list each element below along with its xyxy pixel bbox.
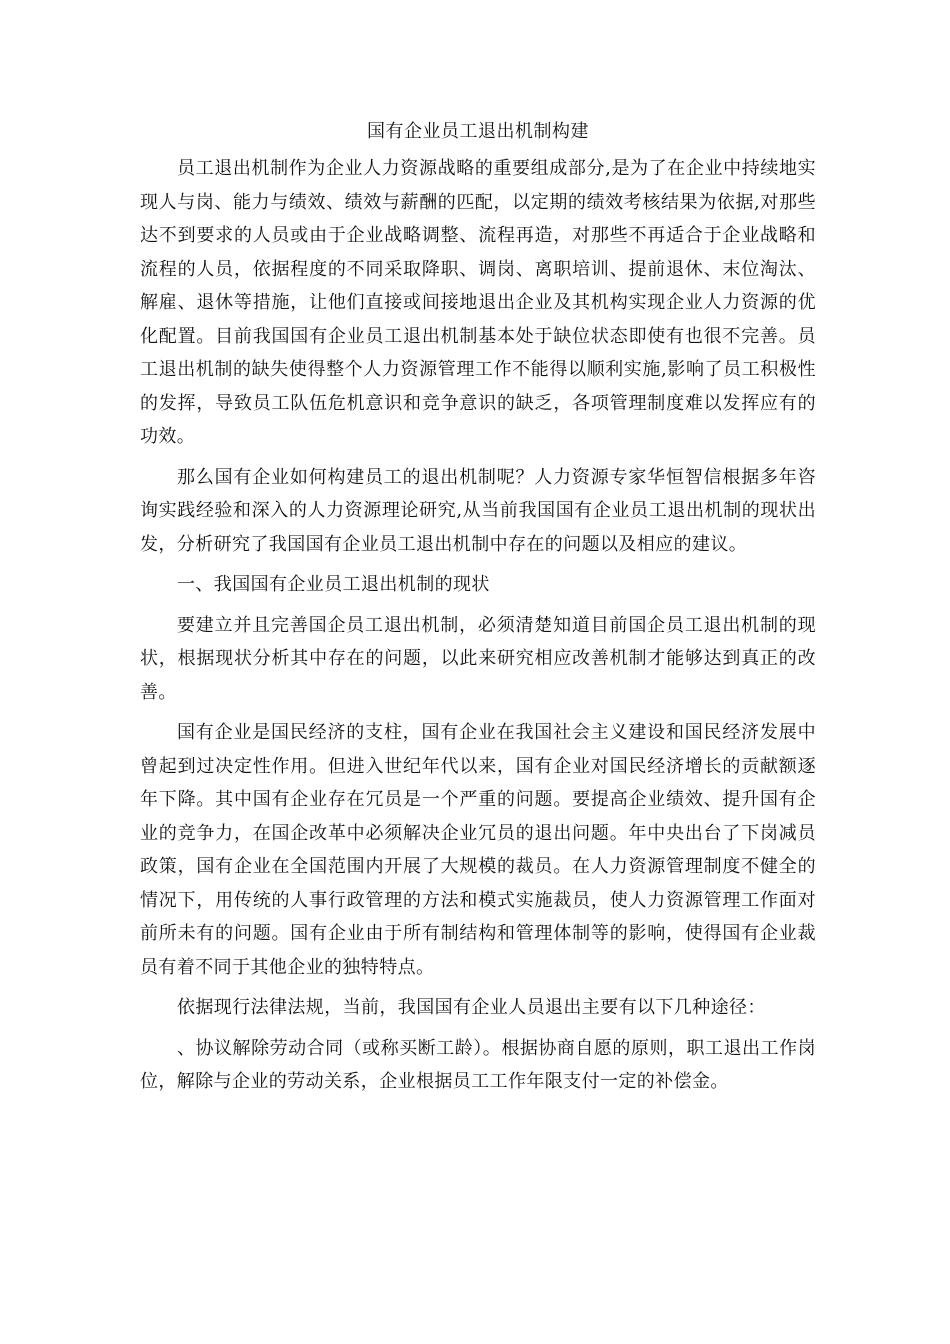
paragraph-intro: 员工退出机制作为企业人力资源战略的重要组成部分,是为了在企业中持续地实现人与岗、能力与绩效、绩效与薪酬的匹配，以定期的绩效考核结果为依据,对那些达不到要求的人员或由于企业战略调整、流程再造，对那些不再适合于企业战略和流程的人员，依据程度的不同采取降职、调岗、离职培训、提前退休、末位淘汰、解雇、退休等措施，让他们直接或间接地退出企业及其机构实现企业人力资源的优化配置。目前我国国有企业员工退出机制基本处于缺位状态即使有也很不完善。员工退出机制的缺失使得整个人力资源管理工作不能得以顺利实施,影响了员工积极性的发挥，导致员工队伍危机意识和竞争意识的缺乏，各项管理制度难以发挥应有的功效。 xyxy=(140,158,816,447)
document-page xyxy=(140,118,816,1106)
section-heading-1: 一、我国国有企业员工退出机制的现状 xyxy=(177,574,490,595)
paragraph-question: 那么国有企业如何构建员工的退出机制呢？人力资源专家华恒智信根据多年咨询实践经验和深入的人力资源理论研究,从当前我国国有企业员工退出机制的现状出发，分析研究了我国国有企业员工退出机制中存在的问题以及相应的建议。 xyxy=(140,466,816,555)
paragraph-route-1: 、协议解除劳动合同（或称买断工龄）。根据协商自愿的原则，职工退出工作岗位，解除与企业的劳动关系，企业根据员工工作年限支付一定的补偿金。 xyxy=(140,1037,816,1092)
paragraph-background: 国有企业是国民经济的支柱，国有企业在我国社会主义建设和国民经济发展中曾起到过决定性作用。但进入世纪年代以来，国有企业对国民经济增长的贡献额逐年下降。其中国有企业存在冗员是一个严重的问题。要提高企业绩效、提升国有企业的竞争力，在国企改革中必须解决企业冗员的退出问题。年中央出台了下岗减员政策，国有企业在全国范围内开展了大规模的裁员。在人力资源管理制度不健全的情况下，用传统的人事行政管理的方法和模式实施裁员，使人力资源管理工作面对前所未有的问题。国有企业由于所有制结构和管理体制等的影响，使得国有企业裁员有着不同于其他企业的独特特点。 xyxy=(140,722,816,978)
document-title: 国有企业员工退出机制构建 xyxy=(367,121,589,142)
paragraph-exit-routes: 依据现行法律法规，当前，我国国有企业人员退出主要有以下几种途径： xyxy=(177,997,766,1018)
paragraph-status-intro: 要建立并且完善国企员工退出机制，必须清楚知道目前国企员工退出机制的现状，根据现状分析其中存在的问题，以此来研究相应改善机制才能够达到真正的改善。 xyxy=(140,614,816,703)
